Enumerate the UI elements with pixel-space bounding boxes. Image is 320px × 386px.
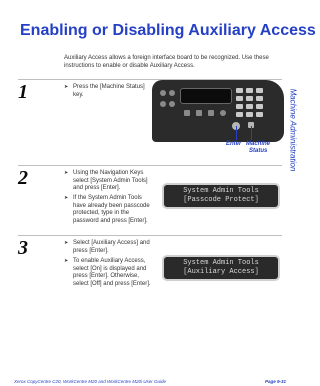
panel-button [196, 110, 202, 116]
keypad-key [236, 104, 243, 109]
keypad [236, 88, 266, 128]
panel-button [208, 110, 214, 116]
keypad-key [256, 96, 263, 101]
keypad-key [256, 104, 263, 109]
page-title: Enabling or Disabling Auxiliary Access [20, 22, 316, 39]
step-3-bullet-2: ➤ To enable Auxiliary Access, select [On] is displayed and press [Enter]. Otherwise, select [Off] and press [Enter]. [64, 258, 151, 287]
page-footer [14, 377, 286, 386]
lcd-line-1: System Admin Tools [183, 187, 259, 195]
arrow-bullet-icon: ➤ [64, 84, 69, 90]
intro-paragraph: Auxiliary Access allows a foreign interface board to be recognized. Use these instructions to enable or disable Auxiliary Access. [64, 55, 269, 69]
step-2-bullet-1: ➤ Using the Navigation Keys select [System Admin Tools] and press [Enter]. [64, 170, 148, 191]
panel-button [169, 101, 175, 107]
lcd-line-1: System Admin Tools [183, 259, 259, 267]
panel-button [160, 101, 166, 107]
lcd-line-2: [Passcode Protect] [183, 196, 259, 204]
footer-page-number: Page 9-31 [264, 379, 286, 384]
side-section-label [288, 30, 298, 230]
keypad-key [256, 112, 263, 117]
callout-machine: Machine [246, 141, 271, 147]
keypad-key [246, 96, 253, 101]
callout-enter: Enter [226, 141, 242, 147]
arrow-bullet-icon: ➤ [64, 195, 69, 201]
step-2-bullet-2: ➤ If the System Admin Tools have already been passcode protected, type in the password and press [Enter]. [64, 195, 150, 224]
panel-button [184, 110, 190, 116]
side-section-label-text: Machine Administration [288, 88, 298, 172]
arrow-bullet-icon: ➤ [64, 258, 69, 264]
step-number-1: 1 [18, 81, 28, 103]
keypad-key [236, 96, 243, 101]
control-panel-illustration [152, 80, 284, 142]
step-1-bullet-1: ➤ Press the [Machine Status] key. [64, 84, 145, 98]
panel-button [169, 90, 175, 96]
keypad-key [246, 112, 253, 117]
step-number-3: 3 [18, 237, 28, 259]
callout-status: Status [249, 148, 268, 154]
keypad-key [246, 88, 253, 93]
panel-button [220, 110, 226, 116]
keypad-key [236, 112, 243, 117]
step-divider [18, 165, 282, 166]
arrow-bullet-icon: ➤ [64, 240, 69, 246]
callout-line-enter [236, 126, 237, 140]
callout-line-machine-status [251, 126, 252, 140]
lcd-display-passcode [162, 183, 280, 209]
panel-button [160, 90, 166, 96]
panel-lcd [180, 88, 232, 104]
step-number-2: 2 [18, 167, 28, 189]
lcd-line-2: [Auxiliary Access] [183, 268, 259, 276]
keypad-key [246, 104, 253, 109]
lcd-display-auxiliary [162, 255, 280, 281]
keypad-key [236, 88, 243, 93]
keypad-key [256, 88, 263, 93]
arrow-bullet-icon: ➤ [64, 170, 69, 176]
step-divider [18, 235, 282, 236]
step-3-bullet-1: ➤ Select [Auxiliary Access] and press [Enter]. [64, 240, 150, 254]
footer-guide-title: Xerox CopyCentre C20, WorkCentre M20 and WorkCentre M20i User Guide [14, 379, 167, 384]
